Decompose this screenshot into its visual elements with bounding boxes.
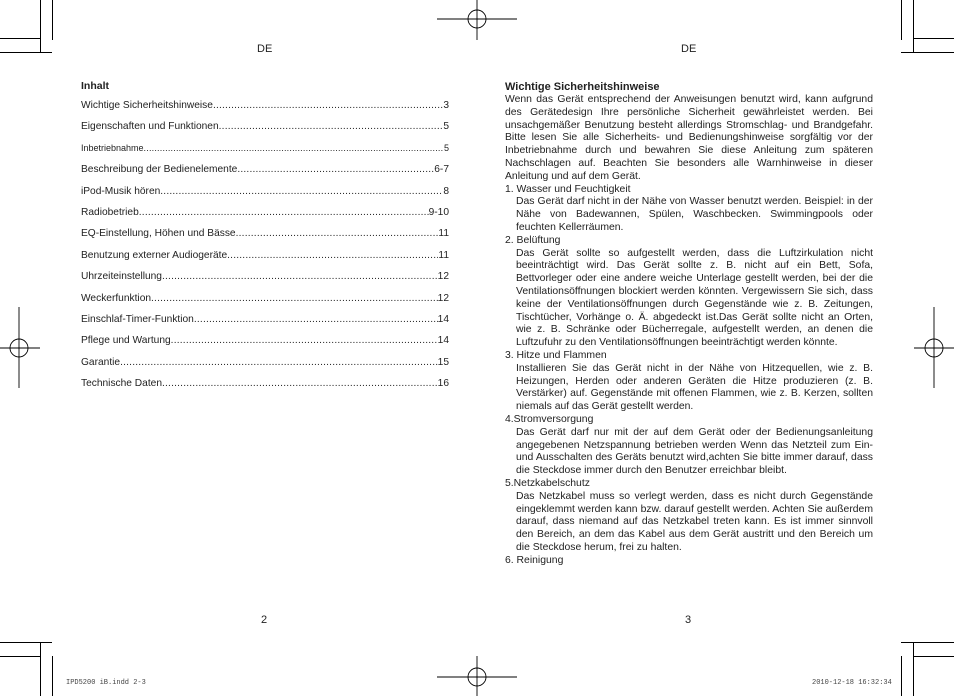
subsection-title: 6. Reinigung	[505, 554, 564, 566]
toc-leader-dots	[120, 357, 438, 368]
toc-entry-page: 15	[437, 356, 449, 368]
toc-entry-page: 11	[438, 228, 449, 240]
toc-entry-title: Wichtige Sicherheitshinweise	[81, 100, 213, 111]
subsection-text: Das Gerät sollte so aufgestellt werden, dass die Luftzirkulation nicht beeinträchtigt wird. Das Gerät sollte z. B. nicht auf ein Bett, Sofa, Bettvorleger oder eine andere weiche Unterlage gestellt werden, bei der die Ventilationsöffnungen blockiert werden könnten. Vergewissern Sie sich, dass keine der Ventilationsöffnungen durch Gegenstände wie z. B. Zeitungen, Tischtücher, Vorhänge o. Ä. abgedeckt ist.Das Gerät sollte nicht an Orten, wie z. B. Schränke oder Bücherregale, aufgestellt werden, an denen die Luftzufuhr zu den Ventilationsöffnungen beeinträchtigt werden könnte.	[516, 247, 873, 349]
toc-entry-title: Weckerfunktion	[81, 292, 152, 304]
toc-entry-page: 14	[437, 335, 449, 347]
toc-entry-page: 9-10	[428, 206, 449, 218]
toc-entry-page: 14	[437, 313, 449, 325]
toc-entry	[81, 186, 449, 207]
toc-entry-title: Pflege und Wartung	[81, 335, 171, 347]
toc-leader-dots	[162, 271, 438, 282]
subsection-text: Das Gerät darf nur mit der auf dem Gerät oder der Bedienungsanleitung angegebenen Netzspannung betrieben werden Wenn das Netzteil zum Ein- und Ausschalten des Geräts benutzt wird,achten Sie bitte immer darauf, dass die Steckdose immer durch den Benutzer erreichbar bleibt.	[516, 426, 873, 477]
toc-entry-page: 16	[437, 378, 449, 390]
safety-sections	[505, 184, 873, 568]
subsection-text: Das Gerät darf nicht in der Nähe von Wasser benutzt werden. Beispiel: in der Nähe von Badewannen, Spülen, Waschbecken. Swimmingpools oder feuchten Kellerräumen.	[516, 196, 873, 233]
right-page	[505, 81, 873, 567]
toc-leader-dots	[171, 335, 438, 346]
toc-entry-page: 6-7	[434, 164, 449, 176]
toc-entry	[81, 314, 449, 335]
toc-entry-page: 5	[443, 142, 449, 153]
language-label-right: DE	[681, 43, 697, 55]
toc-entry	[81, 100, 449, 121]
toc-entry-title: Einschlaf-Timer-Funktion	[81, 313, 194, 325]
toc-entry-title: EQ-Einstellung, Höhen und Bässe	[81, 228, 236, 240]
intro-paragraph: Wenn das Gerät entsprechend der Anweisungen benutzt wird, kann aufgrund des Gerätedesign Ihre persönliche Sicherheit gewährleistet werden. Bei unsachgemäßer Benutzung besteht allerdings Stromschlag- und Brandgefahr. Bitte lesen Sie alle Sicherheits- und Bedienungshinweise sorgfältig vor der Inbetriebnahme durch und bewahren Sie diese Anleitung zum späteren Nachschlagen auf. Beachten Sie besonders alle Warnhinweise in dieser Anleitung und auf dem Gerät.	[505, 94, 873, 182]
toc-leader-dots	[151, 293, 438, 304]
toc-title: Inhalt	[81, 80, 109, 92]
toc-entry-page: 12	[437, 271, 449, 283]
toc-entry-page: 3	[443, 100, 449, 111]
toc-leader-dots	[144, 143, 444, 153]
section-heading: Wichtige Sicherheitshinweise	[505, 81, 660, 93]
toc-entry-page: 11	[438, 249, 449, 261]
toc-leader-dots	[139, 207, 429, 218]
language-label-left: DE	[257, 43, 273, 55]
toc-entry	[81, 164, 449, 185]
toc-entry	[81, 228, 449, 249]
subsection-title: 1. Wasser und Feuchtigkeit	[505, 183, 631, 195]
toc-entry	[81, 121, 449, 142]
toc-entry-page: 12	[437, 292, 449, 304]
toc-entry-title: iPod-Musik hören	[81, 185, 161, 197]
toc-entry-title: Benutzung externer Audiogeräte	[81, 249, 228, 261]
subsection-title: 5.Netzkabelschutz	[505, 477, 590, 489]
toc-entry-title: Uhrzeiteinstellung	[81, 271, 162, 283]
toc-entry	[81, 293, 449, 314]
toc-entry	[81, 378, 449, 399]
subsection-title: 4.Stromversorgung	[505, 413, 594, 425]
subsection-text: Das Netzkabel muss so verlegt werden, dass es nicht durch Gegenstände eingeklemmt werden kann bzw. darauf gestellt werden. Achten Sie außerdem darauf, dass niemand auf das Netzkabel treten kann. Es ist immer sinnvoll den Bereich, an dem das Kabel aus dem Gerät austritt und den Bereich um die Steckdose herum, frei zu halten.	[516, 490, 873, 553]
toc-leader-dots	[219, 121, 444, 132]
subsection-title: 2. Belüftung	[505, 234, 561, 246]
table-of-contents	[81, 100, 449, 399]
toc-entry	[81, 357, 449, 378]
toc-entry	[81, 207, 449, 228]
toc-entry	[81, 335, 449, 356]
toc-entry-title: Technische Daten	[81, 378, 162, 390]
subsection-text: Installieren Sie das Gerät nicht in der Nähe von Hitzequellen, wie z. B. Heizungen, Herden oder anderen Geräten die Hitze produzieren (z. B. Verstärker) auf. Gegenstände mit offenen Flammen, wie z. B. Kerzen, sollten niemals auf das Gerät gestellt werden.	[516, 362, 873, 413]
toc-leader-dots	[227, 250, 438, 261]
toc-leader-dots	[162, 378, 438, 389]
toc-entry-title: Eigenschaften und Funktionen	[81, 121, 219, 133]
toc-entry-page: 5	[443, 121, 449, 133]
toc-entry-page: 8	[443, 185, 449, 197]
slug-timestamp: 2010-12-18 16:32:34	[812, 679, 892, 687]
toc-entry-title: Garantie	[81, 356, 121, 368]
toc-entry	[81, 271, 449, 292]
slug-filename: IPD5200 iB.indd 2-3	[66, 679, 146, 687]
page-number-left: 2	[261, 614, 268, 626]
toc-leader-dots	[160, 186, 443, 197]
toc-leader-dots	[194, 314, 438, 325]
toc-entry-title: Radiobetrieb	[81, 206, 139, 218]
toc-entry	[81, 143, 449, 164]
toc-leader-dots	[237, 164, 434, 175]
page-number-right: 3	[685, 614, 692, 626]
toc-leader-dots	[236, 228, 439, 239]
subsection-title: 3. Hitze und Flammen	[505, 349, 607, 361]
toc-entry	[81, 250, 449, 271]
toc-entry-title: Inbetriebnahme	[81, 142, 144, 153]
toc-leader-dots	[213, 100, 443, 111]
toc-entry-title: Beschreibung der Bedienelemente	[81, 164, 238, 176]
